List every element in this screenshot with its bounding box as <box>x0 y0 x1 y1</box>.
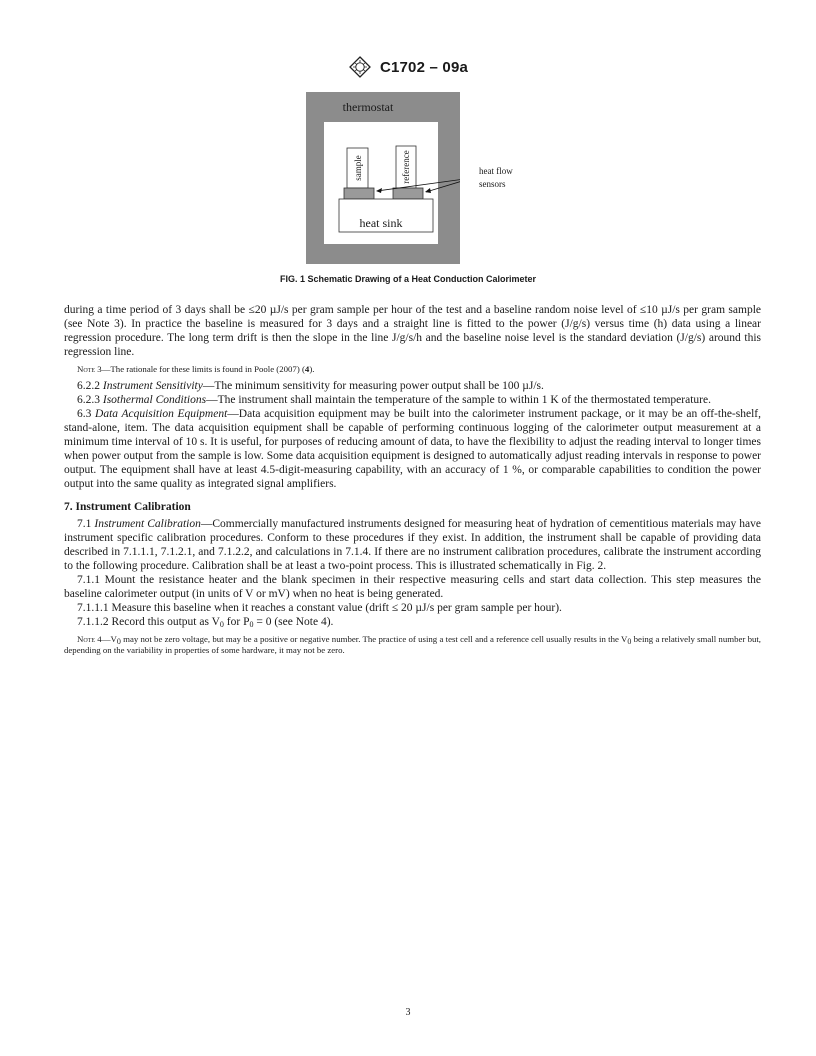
section-text: —The instrument shall maintain the temperature of the sample to within 1 K of the thermostated temperature. <box>206 394 711 406</box>
section-title: Data Acquisition Equipment <box>95 408 228 420</box>
section-number: 6.2.2 <box>77 380 103 392</box>
text-part: 7.1.1.2 Record this output as V <box>77 616 220 628</box>
section-text: —The minimum sensitivity for measuring power output shall be 100 µJ/s. <box>202 380 544 392</box>
section-number: 6.2.3 <box>77 394 103 406</box>
section-7-1-1-1: 7.1.1.1 Measure this baseline when it reaches a constant value (drift ≤ 20 µJ/s per gram sample per hour). <box>77 602 562 614</box>
sample-label: sample <box>353 155 363 181</box>
astm-logo-icon <box>348 56 372 78</box>
note-3 <box>64 364 761 375</box>
note-label: Note <box>77 634 96 644</box>
section-7-1-1-2 <box>64 615 761 629</box>
text-part: = 0 (see Note 4). <box>253 616 334 628</box>
section-title: Instrument Calibration <box>94 518 201 530</box>
section-text: —Commercially manufactured instruments designed for measuring heat of hydration of cementitious materials may have instrument specific calibration procedures. Conform to these procedures if they exist. In addition, the instrument shall be capable of providing data described in 7.1.1.1, 7.1.2.1, and 7.1.2.2, and calculations in 7.1.4. If there are no instrument calibration procedures, calibrate the instrument according to the following procedure. Calibration shall be at least a two-point process. This is illustrated schematically in Fig. 2. <box>64 518 762 572</box>
reference-label: reference <box>401 150 411 184</box>
note-3-reference: 4 <box>304 364 310 374</box>
section-6-2-2 <box>64 379 761 393</box>
body-text <box>64 303 761 660</box>
section-7-1 <box>64 517 761 573</box>
page-header <box>0 56 816 78</box>
page-number: 3 <box>405 1007 411 1018</box>
note-4 <box>64 634 761 656</box>
thermostat-label: thermostat <box>342 100 394 114</box>
section-6-2-3 <box>64 393 761 407</box>
subscript: 0 <box>219 620 224 629</box>
section-text: —Data acquisition equipment may be built into the calorimeter instrument package, or it may be an off-the-shelf, stand-alone, item. The data acquisition equipment shall be capable of performing continuous logging of the calorimeter output measurement at a minimum time interval of 10 s. It is useful, for purposes of reducing amount of data, to have the flexibility to adjust the reading interval to longer times when power output from the sample is low. Some data acquisition equipment is designed to automatically adjust reading intervals in response to power output. The equipment shall have at least 4.5-digit-measuring capability, with an accuracy of 1 %, or comparable capabilities to condition the power output into the same quality as integrated signal amplifiers. <box>64 408 761 490</box>
text-part: being a relatively small number but, depending on the variability in properties of some hardware, it may not be zero. <box>64 634 762 655</box>
section-title: Isothermal Conditions <box>102 394 207 406</box>
text-part: for P <box>223 616 250 628</box>
calorimeter-schematic <box>306 92 460 264</box>
text-part: 4—V <box>95 634 117 644</box>
note-3-end: ). <box>309 364 315 374</box>
subscript: 0 <box>627 637 632 646</box>
note-3-text: 3—The rationale for these limits is found in Poole (2007) ( <box>95 364 305 374</box>
section-title: Instrument Sensitivity <box>102 380 203 392</box>
section-number: 7.1 <box>77 518 95 530</box>
figure-caption: FIG. 1 Schematic Drawing of a Heat Conduction Calorimeter <box>279 274 537 284</box>
section-number: 6.3 <box>77 408 96 420</box>
reference-sensor <box>393 188 423 199</box>
section-7-heading: 7. Instrument Calibration <box>64 501 191 513</box>
sensor-label-line2: sensors <box>479 179 506 189</box>
text-part: may not be zero voltage, but may be a positive or negative number. The practice of using a test cell and a reference cell usually results in the V <box>120 634 628 644</box>
standard-designation: C1702 – 09a <box>379 58 469 76</box>
sample-sensor <box>344 188 374 199</box>
section-7-1-1: 7.1.1 Mount the resistance heater and the blank specimen in their respective measuring cells and start data collection. This step measures the baseline calorimeter output (in units of V or mV) when no heat is being generated. <box>64 574 761 600</box>
sensor-label <box>479 165 513 191</box>
sensor-label-line1: heat flow <box>479 166 513 176</box>
subscript: 0 <box>249 620 254 629</box>
subscript: 0 <box>116 637 121 646</box>
note-label: Note <box>77 364 96 374</box>
paragraph-continuation: during a time period of 3 days shall be ≤20 µJ/s per gram sample per hour of the test and a baseline random noise level of ≤10 µJ/s per gram sample (see Note 3). In practice the baseline is measured for 3 days and a straight line is fitted to the power (J/g/s) versus time (h) data using a linear regression procedure. The long term drift is then the slope in the line J/g/s/h and the baseline noise level is the standard deviation (J/g/s) around this regression line. <box>64 304 761 358</box>
section-6-3 <box>64 407 761 491</box>
heat-sink-label: heat sink <box>359 216 403 230</box>
